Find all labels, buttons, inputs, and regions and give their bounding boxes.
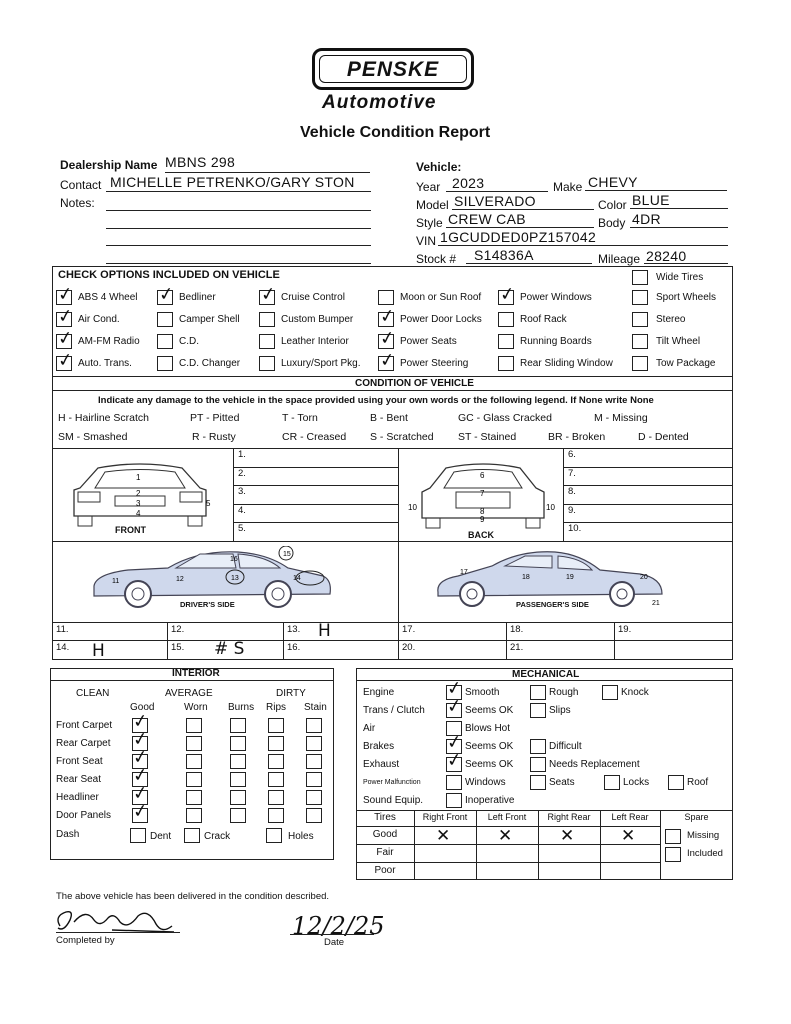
stock-label: Stock # — [416, 252, 457, 266]
option-cruise-control-label: Cruise Control — [281, 292, 345, 303]
tires-col-left-front: Left Front — [487, 812, 527, 822]
svg-text:8: 8 — [480, 507, 485, 516]
svg-text:9: 9 — [480, 515, 485, 524]
svg-text:17: 17 — [460, 569, 468, 576]
option-roof-rack-label: Roof Rack — [520, 314, 567, 325]
svg-text:1: 1 — [136, 473, 141, 482]
interior-front-carpet-worn-checkbox[interactable] — [186, 718, 202, 733]
damage-line-10[interactable]: 10. — [568, 523, 582, 535]
model-value: SILVERADO — [454, 193, 536, 209]
interior-rear-seat-stain-checkbox[interactable] — [306, 772, 322, 787]
legend-item: ST - Stained — [458, 431, 517, 443]
spare-missing-checkbox[interactable] — [665, 829, 681, 844]
svg-text:10: 10 — [408, 503, 417, 512]
tires-col-tires: Tires — [374, 812, 396, 823]
option-luxury-sport-pkg-checkbox[interactable] — [259, 356, 275, 371]
interior-row-rear-carpet: Rear Carpet — [56, 738, 111, 749]
spare-included-label: Included — [687, 848, 723, 859]
color-value: BLUE — [632, 192, 670, 208]
legend-item: S - Scratched — [370, 431, 434, 443]
interior-rear-carpet-burns-checkbox[interactable] — [230, 736, 246, 751]
damage-line-6[interactable]: 6. — [568, 449, 576, 460]
tires-good-right-rear-x-mark: ✕ — [560, 826, 575, 846]
interior-row-door-panels: Door Panels — [56, 810, 112, 821]
option-sport-wheels-checkbox[interactable] — [632, 290, 648, 305]
interior-front-seat-rips-checkbox[interactable] — [268, 754, 284, 769]
damage-line-9[interactable]: 9. — [568, 504, 576, 516]
option-power-windows-check-mark: ✓ — [498, 283, 517, 306]
option-leather-interior-checkbox[interactable] — [259, 334, 275, 349]
damage-line-18[interactable]: 18. — [510, 624, 524, 635]
legend-item: H - Hairline Scratch — [58, 412, 150, 424]
damage-line-4[interactable]: 4. — [238, 504, 246, 516]
tires-col-spare: Spare — [684, 812, 709, 822]
penske-logo — [312, 48, 474, 90]
interior-front-seat-good-check-mark: ✓ — [131, 746, 150, 769]
option-c-d-changer-checkbox[interactable] — [157, 356, 173, 371]
svg-text:18: 18 — [522, 574, 530, 581]
vehicle-heading: Vehicle: — [416, 160, 462, 174]
legend-item: SM - Smashed — [58, 431, 128, 443]
option-c-d-changer-label: C.D. Changer — [179, 358, 241, 369]
damage-line-21[interactable]: 21. — [510, 642, 524, 653]
option-auto-trans-check-mark: ✓ — [56, 349, 75, 372]
body-label: Body — [598, 216, 626, 230]
option-custom-bumper-checkbox[interactable] — [259, 312, 275, 327]
option-stereo-checkbox[interactable] — [632, 312, 648, 327]
interior-heading: INTERIOR — [172, 668, 220, 679]
interior-row-front-carpet: Front Carpet — [56, 720, 113, 731]
legend-item: CR - Creased — [282, 431, 347, 443]
interior-headliner-rips-checkbox[interactable] — [268, 790, 284, 805]
option-tow-package-checkbox[interactable] — [632, 356, 648, 371]
option-am-fm-radio-label: AM-FM Radio — [78, 336, 140, 347]
dash-holes-checkbox[interactable] — [266, 828, 282, 843]
legend-item: R - Rusty — [192, 431, 236, 443]
mech-power-malfunction-locks-label: Locks — [623, 777, 650, 788]
interior-door-panels-stain-checkbox[interactable] — [306, 808, 322, 823]
contact-value: MICHELLE PETRENKO/GARY STON — [110, 174, 355, 190]
interior-rear-seat-burns-checkbox[interactable] — [230, 772, 246, 787]
driver-side-label: DRIVER'S SIDE — [180, 600, 235, 609]
mech-exhaust-seems-ok-label: Seems OK — [465, 759, 514, 770]
passenger-side-label: PASSENGER'S SIDE — [516, 600, 589, 609]
style-value: CREW CAB — [448, 211, 526, 227]
tires-col-left-rear: Left Rear — [611, 812, 649, 822]
interior-average: AVERAGE — [165, 688, 213, 699]
spare-included-checkbox[interactable] — [665, 847, 681, 862]
option-power-door-locks-label: Power Door Locks — [400, 314, 482, 325]
mech-row-engine: Engine — [363, 687, 395, 698]
svg-text:13: 13 — [231, 575, 239, 582]
mech-engine-rough-checkbox[interactable] — [530, 685, 546, 700]
wide-tires-checkbox[interactable] — [632, 270, 648, 285]
option-stereo-label: Stereo — [656, 314, 686, 325]
damage-line-5[interactable]: 5. — [238, 523, 246, 535]
dash-crack-checkbox[interactable] — [184, 828, 200, 843]
mech-sound-equip-inoperative-label: Inoperative — [465, 795, 515, 806]
option-roof-rack-checkbox[interactable] — [498, 312, 514, 327]
damage-line-19[interactable]: 19. — [618, 624, 632, 635]
back-view-diagram — [408, 458, 558, 538]
option-running-boards-label: Running Boards — [520, 336, 592, 347]
front-view-label: FRONT — [115, 525, 146, 535]
stock-value: S14836A — [474, 247, 534, 263]
vin-label: VIN — [416, 234, 437, 248]
interior-door-panels-good-check-mark: ✓ — [131, 800, 150, 823]
back-view-label: BACK — [468, 530, 494, 540]
damage-line-7[interactable]: 7. — [568, 467, 576, 479]
interior-rear-carpet-worn-checkbox[interactable] — [186, 736, 202, 751]
interior-row-dash: Dash — [56, 829, 80, 840]
option-abs-4-wheel-label: ABS 4 Wheel — [78, 292, 138, 303]
date-value: 12/2/25 — [292, 912, 385, 940]
mech-row-brakes: Brakes — [363, 741, 395, 752]
svg-text:7: 7 — [480, 489, 485, 498]
mech-brakes-difficult-label: Difficult — [549, 741, 582, 752]
interior-row-rear-seat: Rear Seat — [56, 774, 102, 785]
legend-item: B - Bent — [370, 412, 408, 424]
mech-exhaust-needs-replacement-label: Needs Replacement — [549, 759, 640, 770]
mech-engine-knock-checkbox[interactable] — [602, 685, 618, 700]
mech-power-malfunction-seats-label: Seats — [549, 777, 575, 788]
condition-heading: CONDITION OF VEHICLE — [355, 378, 474, 389]
mileage-label: Mileage — [598, 252, 641, 266]
interior-rear-carpet-rips-checkbox[interactable] — [268, 736, 284, 751]
date-label: Date — [324, 937, 345, 948]
model-label: Model — [416, 198, 449, 212]
year-label: Year — [416, 180, 441, 194]
option-power-seats-label: Power Seats — [400, 336, 457, 347]
tires-good-left-front-x-mark: ✕ — [498, 826, 513, 846]
option-leather-interior-label: Leather Interior — [281, 336, 349, 347]
dash-holes-label: Holes — [288, 831, 314, 842]
svg-text:5: 5 — [206, 499, 211, 508]
svg-text:6: 6 — [480, 471, 485, 480]
spare-missing-label: Missing — [687, 830, 720, 841]
tires-col-right-front: Right Front — [422, 812, 468, 822]
damage-line-16[interactable]: 16. — [287, 642, 301, 653]
style-label: Style — [416, 216, 443, 230]
interior-col-good: Good — [130, 702, 155, 713]
option-moon-or-sun-roof-checkbox[interactable] — [378, 290, 394, 305]
mech-engine-rough-label: Rough — [549, 687, 579, 698]
svg-text:12: 12 — [176, 576, 184, 583]
tires-row-good: Good — [372, 829, 398, 840]
dealership-value: MBNS 298 — [165, 154, 236, 170]
mech-power-malfunction-windows-checkbox[interactable] — [446, 775, 462, 790]
mech-power-malfunction-seats-checkbox[interactable] — [530, 775, 546, 790]
color-label: Color — [598, 198, 627, 212]
legend-item: T - Torn — [282, 412, 318, 424]
option-am-fm-radio-check-mark: ✓ — [56, 327, 75, 350]
option-rear-sliding-window-label: Rear Sliding Window — [520, 358, 613, 369]
mechanical-heading: MECHANICAL — [512, 669, 580, 680]
option-tow-package-label: Tow Package — [656, 358, 716, 369]
mech-trans-clutch-slips-label: Slips — [549, 705, 571, 716]
mech-engine-knock-label: Knock — [621, 687, 649, 698]
interior-door-panels-rips-checkbox[interactable] — [268, 808, 284, 823]
option-tilt-wheel-label: Tilt Wheel — [656, 336, 701, 347]
interior-headliner-good-check-mark: ✓ — [131, 782, 150, 805]
interior-front-seat-burns-checkbox[interactable] — [230, 754, 246, 769]
mech-sound-equip-inoperative-checkbox[interactable] — [446, 793, 462, 808]
interior-door-panels-burns-checkbox[interactable] — [230, 808, 246, 823]
option-power-door-locks-check-mark: ✓ — [378, 305, 397, 328]
damage-line-3[interactable]: 3. — [238, 486, 246, 498]
mech-row-exhaust: Exhaust — [363, 759, 400, 770]
interior-front-carpet-burns-checkbox[interactable] — [230, 718, 246, 733]
mech-engine-smooth-label: Smooth — [465, 687, 500, 698]
mech-exhaust-needs-replacement-checkbox[interactable] — [530, 757, 546, 772]
interior-rear-seat-rips-checkbox[interactable] — [268, 772, 284, 787]
interior-headliner-burns-checkbox[interactable] — [230, 790, 246, 805]
mech-power-malfunction-roof-label: Roof — [687, 777, 709, 788]
interior-front-carpet-stain-checkbox[interactable] — [306, 718, 322, 733]
svg-text:10: 10 — [546, 503, 555, 512]
interior-front-seat-worn-checkbox[interactable] — [186, 754, 202, 769]
mech-row-sound-equip: Sound Equip. — [363, 795, 424, 806]
mech-power-malfunction-roof-checkbox[interactable] — [668, 775, 684, 790]
damage-line-20[interactable]: 20. — [402, 642, 416, 653]
vin-value: 1GCUDDED0PZ157042 — [440, 229, 597, 245]
body-value: 4DR — [632, 211, 661, 227]
interior-rear-seat-worn-checkbox[interactable] — [186, 772, 202, 787]
interior-col-worn: Worn — [184, 702, 208, 713]
interior-col-stain: Stain — [304, 702, 327, 713]
mech-exhaust-seems-ok-check-mark: ✓ — [445, 749, 464, 772]
interior-front-carpet-rips-checkbox[interactable] — [268, 718, 284, 733]
damage-line-8[interactable]: 8. — [568, 486, 576, 498]
options-heading: CHECK OPTIONS INCLUDED ON VEHICLE — [58, 269, 280, 281]
interior-door-panels-worn-checkbox[interactable] — [186, 808, 202, 823]
contact-label: Contact — [60, 178, 102, 192]
damage-line-12[interactable]: 12. — [171, 624, 185, 635]
completed-by-label: Completed by — [56, 935, 115, 946]
option-c-d-checkbox[interactable] — [157, 334, 173, 349]
svg-text:21: 21 — [652, 600, 660, 607]
legend-item: PT - Pitted — [190, 412, 240, 424]
legend-item: D - Dented — [638, 431, 689, 443]
interior-rear-seat-good-check-mark: ✓ — [131, 764, 150, 787]
damage-mark-14: H — [92, 641, 105, 661]
option-camper-shell-checkbox[interactable] — [157, 312, 173, 327]
option-camper-shell-label: Camper Shell — [179, 314, 240, 325]
option-air-cond-label: Air Cond. — [78, 314, 120, 325]
interior-row-front-seat: Front Seat — [56, 756, 103, 767]
damage-line-1[interactable]: 1. — [238, 449, 246, 460]
svg-text:2: 2 — [136, 489, 141, 498]
legend-item: BR - Broken — [548, 431, 606, 443]
damage-mark-13: H — [318, 621, 331, 641]
option-custom-bumper-label: Custom Bumper — [281, 314, 354, 325]
damage-mark-15: # S — [214, 639, 245, 659]
interior-front-seat-stain-checkbox[interactable] — [306, 754, 322, 769]
damage-line-2[interactable]: 2. — [238, 467, 246, 479]
svg-text:11: 11 — [112, 578, 120, 585]
mech-brakes-difficult-checkbox[interactable] — [530, 739, 546, 754]
interior-headliner-stain-checkbox[interactable] — [306, 790, 322, 805]
interior-col-rips: Rips — [266, 702, 287, 713]
option-power-windows-label: Power Windows — [520, 292, 592, 303]
damage-line-17[interactable]: 17. — [402, 624, 416, 635]
option-auto-trans-label: Auto. Trans. — [78, 358, 132, 369]
svg-text:4: 4 — [136, 509, 141, 518]
option-power-steering-check-mark: ✓ — [378, 349, 397, 372]
mech-brakes-seems-ok-label: Seems OK — [465, 741, 514, 752]
mech-power-malfunction-locks-checkbox[interactable] — [604, 775, 620, 790]
svg-text:14: 14 — [293, 575, 301, 582]
brand-name: PENSKE — [346, 58, 440, 81]
damage-line-15[interactable]: 15. — [171, 642, 185, 653]
option-power-steering-label: Power Steering — [400, 358, 469, 369]
mech-row-air: Air — [363, 723, 376, 734]
interior-rear-carpet-stain-checkbox[interactable] — [306, 736, 322, 751]
mech-trans-clutch-slips-checkbox[interactable] — [530, 703, 546, 718]
make-label: Make — [553, 180, 583, 194]
mech-brakes-seems-ok-check-mark: ✓ — [445, 731, 464, 754]
interior-headliner-worn-checkbox[interactable] — [186, 790, 202, 805]
option-air-cond-check-mark: ✓ — [56, 305, 75, 328]
dash-crack-label: Crack — [204, 831, 231, 842]
dash-dent-checkbox[interactable] — [130, 828, 146, 843]
option-bedliner-check-mark: ✓ — [157, 283, 176, 306]
mech-trans-clutch-seems-ok-check-mark: ✓ — [445, 695, 464, 718]
option-tilt-wheel-checkbox[interactable] — [632, 334, 648, 349]
option-c-d-label: C.D. — [179, 336, 199, 347]
interior-clean: CLEAN — [76, 688, 110, 699]
option-luxury-sport-pkg-label: Luxury/Sport Pkg. — [281, 358, 361, 369]
svg-text:20: 20 — [640, 574, 648, 581]
tires-col-right-rear: Right Rear — [547, 812, 591, 822]
option-power-seats-check-mark: ✓ — [378, 327, 397, 350]
option-cruise-control-check-mark: ✓ — [259, 283, 278, 306]
mech-air-blows-hot-label: Blows Hot — [465, 723, 511, 734]
year-value: 2023 — [452, 175, 485, 191]
legend-item: M - Missing — [594, 412, 648, 424]
make-value: CHEVY — [588, 174, 638, 190]
dealership-label: Dealership Name — [60, 158, 158, 172]
interior-front-carpet-good-check-mark: ✓ — [131, 710, 150, 733]
dash-dent-label: Dent — [150, 831, 172, 842]
mech-row-power-malfunction: Power Malfunction — [363, 779, 421, 786]
legend-item: GC - Glass Cracked — [458, 412, 552, 424]
damage-line-13[interactable]: 13. — [287, 624, 301, 635]
wide-tires-label: Wide Tires — [656, 272, 704, 283]
interior-dirty: DIRTY — [276, 688, 306, 699]
interior-col-burns: Burns — [228, 702, 255, 713]
option-rear-sliding-window-checkbox[interactable] — [498, 356, 514, 371]
mileage-value: 28240 — [646, 248, 687, 264]
interior-row-headliner: Headliner — [56, 792, 99, 803]
mech-row-trans-clutch: Trans / Clutch — [363, 705, 425, 716]
interior-rear-carpet-good-check-mark: ✓ — [131, 728, 150, 751]
notes-label: Notes: — [60, 196, 95, 210]
option-bedliner-label: Bedliner — [179, 292, 216, 303]
tires-row-poor: Poor — [374, 865, 396, 876]
svg-text:19: 19 — [566, 574, 574, 581]
option-moon-or-sun-roof-label: Moon or Sun Roof — [400, 292, 482, 303]
damage-line-14[interactable]: 14. — [56, 642, 70, 653]
svg-text:16: 16 — [230, 556, 238, 563]
svg-text:15: 15 — [283, 551, 291, 558]
option-abs-4-wheel-check-mark: ✓ — [56, 283, 75, 306]
mech-power-malfunction-windows-label: Windows — [465, 777, 506, 788]
condition-instructions: Indicate any damage to the vehicle in the space provided using your own words or the following legend. If None write None — [98, 395, 654, 406]
brand-tagline: Automotive — [322, 92, 437, 113]
option-sport-wheels-label: Sport Wheels — [656, 292, 717, 303]
delivery-statement: The above vehicle has been delivered in the condition described. — [56, 891, 330, 902]
tires-good-left-rear-x-mark: ✕ — [621, 826, 636, 846]
option-running-boards-checkbox[interactable] — [498, 334, 514, 349]
tires-row-fair: Fair — [376, 847, 394, 858]
tires-good-right-front-x-mark: ✕ — [436, 826, 451, 846]
damage-line-11[interactable]: 11. — [56, 624, 69, 635]
svg-text:3: 3 — [136, 499, 141, 508]
mech-engine-smooth-check-mark: ✓ — [445, 677, 464, 700]
page-title: Vehicle Condition Report — [300, 124, 491, 141]
mech-trans-clutch-seems-ok-label: Seems OK — [465, 705, 514, 716]
